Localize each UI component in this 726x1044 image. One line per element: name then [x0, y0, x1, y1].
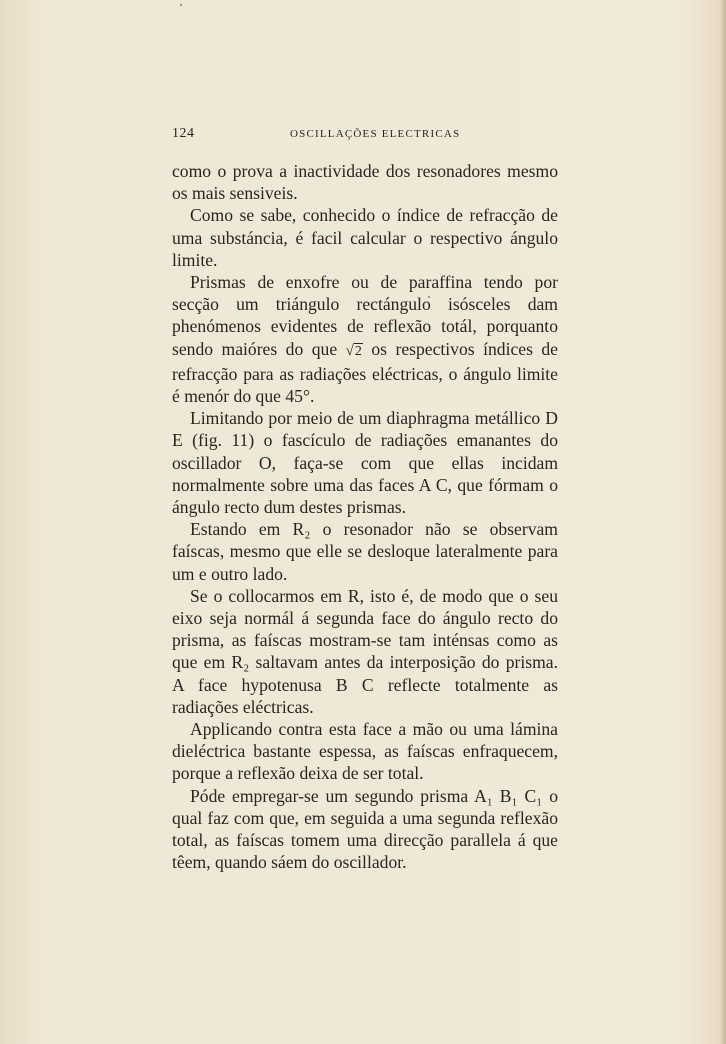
page-edge-shadow: [720, 0, 726, 1044]
paper-speck: [180, 4, 182, 6]
running-title: OSCILLAÇÕES ELECTRICAS: [290, 128, 461, 140]
paragraph: [172, 271, 558, 407]
paragraph-text: Prismas de enxofre ou de paraffina tendo por secção um triángulo rectángulo isósceles dam phenómenos evidentes de reflexão totál, porquanto sendo maióres do que: [172, 272, 558, 359]
paragraph: Applicando contra esta face a mão ou uma lámina dieléctrica bastante espessa, as faíscas enfraquecem, porque a reflexão deixa de ser total.: [172, 719, 558, 784]
paragraph-text: os respectivos índices de refracção para as radiações eléctricas, o ángulo limite é menór do que 45°.: [172, 338, 558, 407]
paragraph: Póde empregar-se um segundo prisma A₁ B₁ C₁ o qual faz com que, em seguida a uma segunda reflexão total, as faíscas tomem uma direcção parallela á que têem, quando sáem do oscillador.: [172, 785, 558, 873]
paragraph: Se o collocarmos em R, isto é, de modo que o seu eixo seja normál á segunda face do ángulo recto do prisma, as faíscas mostram-se tam inténsas como as que em R₂ saltavam antes da interposição do prisma. A face hypotenusa B C reflecte totalmente as radiações eléctricas.: [172, 585, 558, 717]
body-text: [172, 160, 558, 874]
page-number: 124: [172, 126, 195, 141]
radical-sign-icon: √: [345, 342, 354, 359]
paragraph: Limitando por meio de um diaphragma metállico D E (fig. 11) o fascículo de radiações emanantes do oscillador O, faça-se com que ellas incidam normalmente sobre uma das faces A C, que fórmam o ángulo recto dum destes prismas.: [172, 408, 558, 518]
paragraph: Estando em R₂ o resonador não se observam faíscas, mesmo que elle se desloque lateralmente para um e outro lado.: [172, 519, 558, 584]
paragraph: como o prova a inactividade dos resonadores mesmo os mais sensiveis.: [172, 161, 558, 204]
radicand: 2: [354, 343, 362, 359]
running-head: [172, 126, 558, 146]
paragraph: Como se sabe, conhecido o índice de refracção de uma substáncia, é facil calcular o respectivo ángulo limite.: [172, 205, 558, 270]
square-root-expression: [346, 339, 363, 359]
